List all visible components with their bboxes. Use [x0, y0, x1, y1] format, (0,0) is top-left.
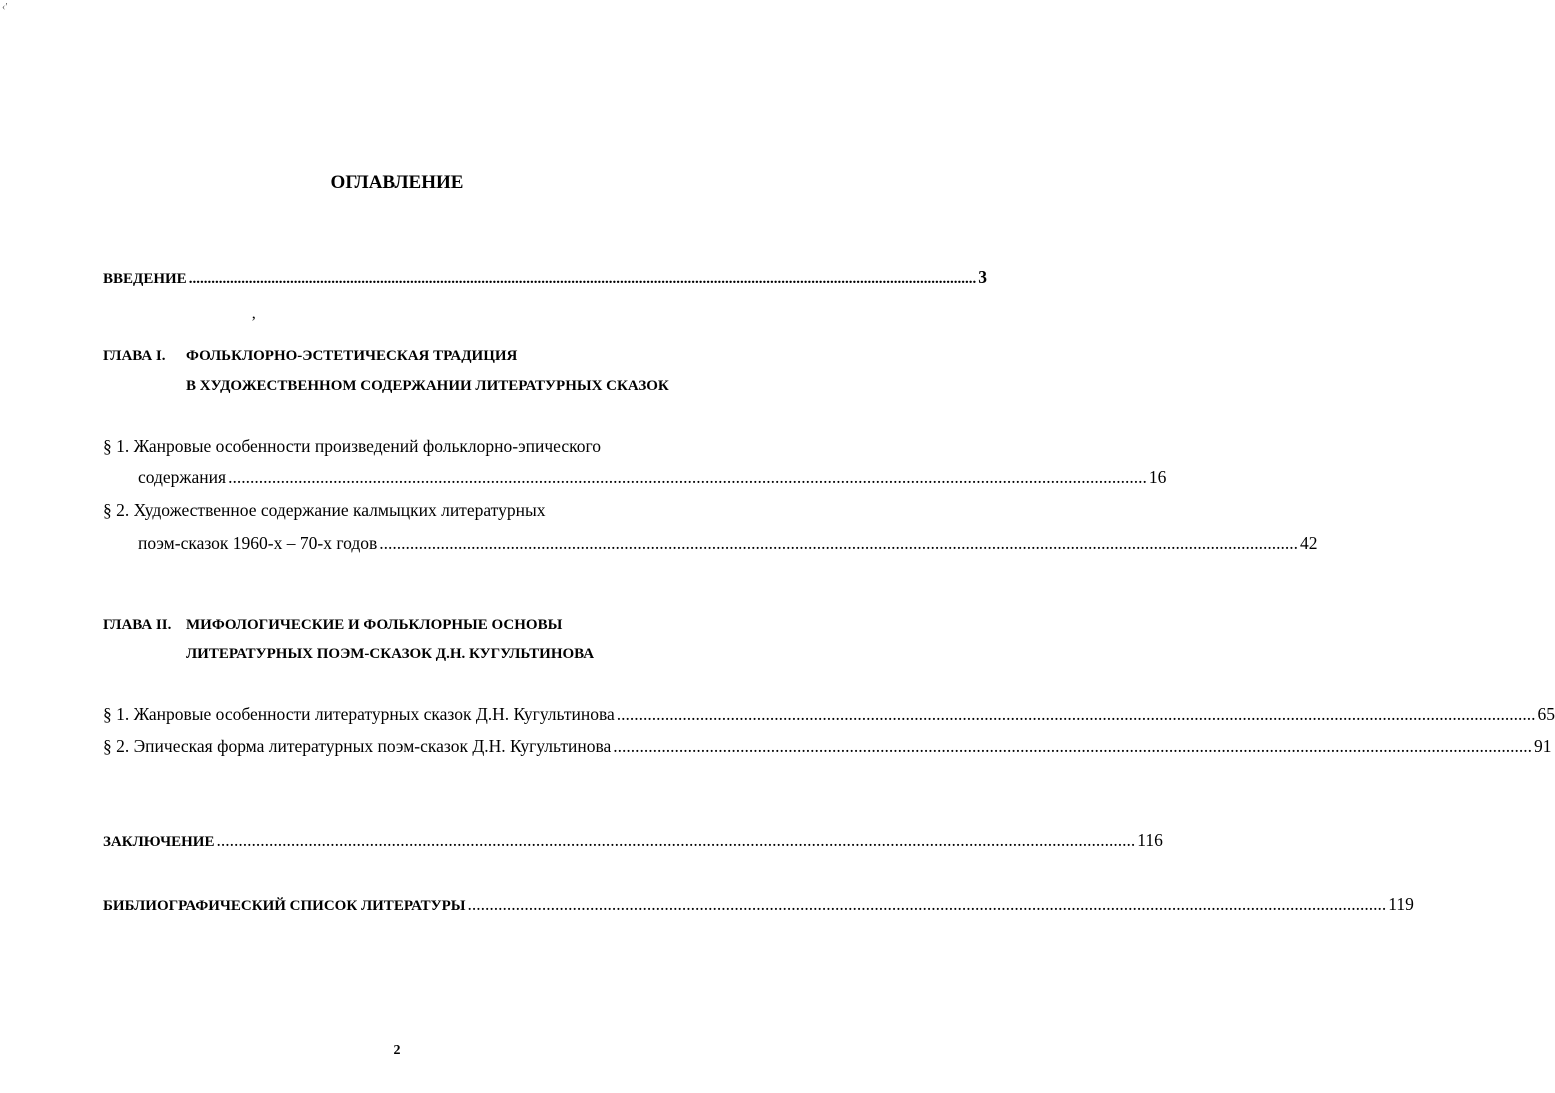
page-title: ОГЛАВЛЕНИЕ: [330, 172, 464, 193]
chapter2-title-line2: ЛИТЕРАТУРНЫХ ПОЭМ-СКАЗОК Д.Н. КУГУЛЬТИНОВА: [186, 646, 595, 662]
dot-leader: ..................................................................................................................................................................................................................: [616, 704, 1536, 724]
dot-leader: ..................................................................................................................................................................................................................: [613, 736, 1533, 756]
toc-conclusion-label: ЗАКЛЮЧЕНИЕ: [103, 834, 215, 850]
toc-intro-page: 3: [978, 267, 987, 287]
dot-leader: ..................................................................................................................................................................................................................: [188, 271, 977, 287]
toc-entry-ch2-s2[interactable]: [103, 736, 1552, 757]
toc-bibliography-label: БИБЛИОГРАФИЧЕСКИЙ СПИСОК ЛИТЕРАТУРЫ: [103, 898, 466, 914]
toc-entry-ch1-s2[interactable]: [138, 533, 1318, 554]
chapter1-section2-line2: поэм-сказок 1960-х – 70-х годов: [138, 533, 378, 553]
toc-bibliography-page: 119: [1388, 894, 1414, 914]
toc-entry-ch2-s1[interactable]: [103, 704, 1555, 725]
toc-entry-bibliography[interactable]: [103, 894, 1414, 915]
chapter2-section1-label: § 1. Жанровые особенности литературных сказок Д.Н. Кугультинова: [103, 704, 615, 724]
chapter1-title-line2: В ХУДОЖЕСТВЕННОМ СОДЕРЖАНИИ ЛИТЕРАТУРНЫХ СКАЗОК: [186, 378, 669, 394]
toc-intro-label: ВВЕДЕНИЕ: [103, 271, 187, 287]
chapter1-prefix: ГЛАВА I.: [103, 348, 166, 364]
dot-leader: ..................................................................................................................................................................................................................: [379, 533, 1298, 553]
chapter1-section2-page: 42: [1299, 533, 1318, 553]
toc-entry-intro[interactable]: [103, 267, 987, 288]
chapter2-title-line1: МИФОЛОГИЧЕСКИЕ И ФОЛЬКЛОРНЫЕ ОСНОВЫ: [186, 617, 563, 633]
chapter1-section1-page: 16: [1148, 467, 1167, 487]
toc-entry-conclusion[interactable]: [103, 830, 1163, 851]
dot-leader: ..................................................................................................................................................................................................................: [228, 467, 1147, 487]
chapter2-section2-page: 91: [1534, 736, 1552, 756]
stray-mark: ‚: [251, 305, 257, 322]
dot-leader: ..................................................................................................................................................................................................................: [467, 894, 1387, 914]
chapter1-title-line1: ФОЛЬКЛОРНО-ЭСТЕТИЧЕСКАЯ ТРАДИЦИЯ: [186, 348, 518, 364]
chapter1-section1-line1: § 1. Жанровые особенности произведений фольклорно-эпического: [103, 436, 601, 456]
dot-leader: ..................................................................................................................................................................................................................: [216, 830, 1136, 850]
chapter1-section1-line2: содержания: [138, 467, 227, 487]
chapter2-section2-label: § 2. Эпическая форма литературных поэм-сказок Д.Н. Кугультинова: [103, 736, 612, 756]
scan-mark: ‹ʹ: [2, 2, 8, 13]
chapter1-section2-line1: § 2. Художественное содержание калмыцких литературных: [103, 500, 546, 520]
toc-entry-ch1-s1[interactable]: [138, 467, 1167, 488]
chapter2-section1-page: 65: [1537, 704, 1555, 724]
toc-conclusion-page: 116: [1137, 830, 1163, 850]
page-number: 2: [393, 1043, 401, 1058]
chapter2-prefix: ГЛАВА II.: [103, 617, 172, 633]
